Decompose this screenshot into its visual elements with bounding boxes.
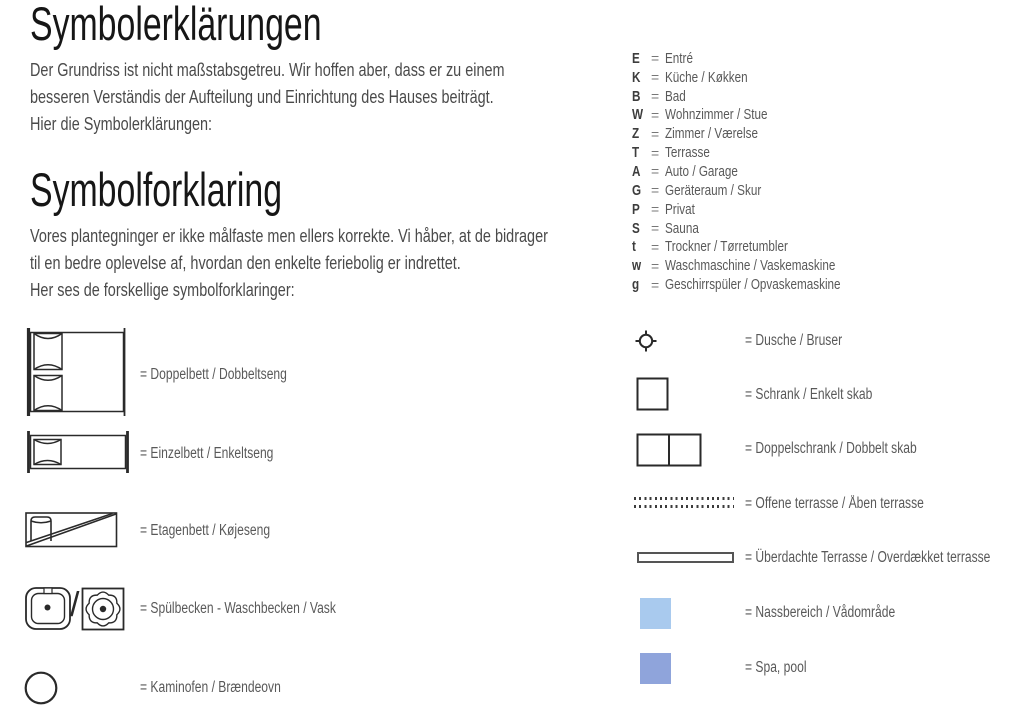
letter-value: Privat [665, 200, 695, 218]
equals-sign: = [651, 144, 660, 161]
letter-key: B [632, 87, 641, 105]
wood-stove-icon [24, 671, 58, 705]
letter-value: Trockner / Tørretumbler [665, 238, 788, 256]
double-closet-icon [636, 433, 702, 467]
letter-key: S [632, 219, 640, 237]
shower-icon [633, 328, 659, 354]
symbol-label: = Nassbereich / Vådområde [745, 604, 896, 621]
equals-sign: = [651, 201, 660, 218]
letter-value: Küche / Køkken [665, 68, 748, 86]
equals-sign: = [651, 220, 660, 237]
letter-value: Terrasse [665, 144, 710, 162]
equals-sign: = [651, 163, 660, 180]
equals-sign: = [651, 238, 660, 255]
single-bed-icon [25, 431, 131, 473]
letter-row [632, 49, 890, 68]
letter-key: W [632, 106, 644, 124]
intro-da: Vores plantegninger er ikke målfaste men ellers korrekte. Vi håber, at de bidrager til en bedre oplevelse af, hvordan den enkelte feriebolig er indrettet. Her ses de forskellige symbolforklaringer: [30, 225, 548, 300]
symbol-label: = Doppelbett / Dobbeltseng [140, 366, 287, 383]
letter-value: Auto / Garage [665, 162, 738, 180]
letter-row [632, 237, 890, 256]
letter-value: Waschmaschine / Vaskemaskine [665, 257, 836, 275]
letter-value: Zimmer / Værelse [665, 125, 758, 143]
letter-key: K [632, 68, 641, 86]
letter-key: A [632, 162, 641, 180]
symbol-label: = Einzelbett / Enkeltseng [140, 445, 274, 462]
symbol-label: = Kaminofen / Brændeovn [140, 679, 281, 696]
wet-area-swatch [640, 598, 671, 629]
equals-sign: = [651, 257, 660, 274]
letter-value: Bad [665, 87, 686, 105]
symbol-label: = Etagenbett / Køjeseng [140, 522, 271, 539]
letter-row [632, 162, 890, 181]
letter-row [632, 106, 890, 125]
letter-row [632, 87, 890, 106]
letter-key: t [632, 238, 636, 256]
page-title-de: Symbolerklärungen [30, 0, 322, 50]
letter-legend [632, 49, 890, 294]
symbol-label: = Schrank / Enkelt skab [745, 386, 873, 403]
letter-key: T [632, 144, 640, 162]
letter-key: G [632, 181, 642, 199]
symbol-label: = Spa, pool [745, 659, 807, 676]
kitchen-sink-icon [24, 584, 72, 632]
letter-value: Wohnzimmer / Stue [665, 106, 768, 124]
letter-value: Geschirrspüler / Opvaskemaskine [665, 276, 841, 294]
letter-row [632, 124, 890, 143]
letter-key: Z [632, 125, 640, 143]
slash-separator: / [70, 586, 80, 624]
symbol-label: = Überdachte Terrasse / Overdækket terrasse [745, 549, 991, 566]
symbol-label: = Dusche / Bruser [745, 332, 843, 349]
single-closet-icon [636, 377, 669, 411]
equals-sign: = [651, 125, 660, 142]
symbol-label: = Doppelschrank / Dobbelt skab [745, 440, 917, 457]
equals-sign: = [651, 88, 660, 105]
letter-key: P [632, 200, 640, 218]
letter-key: g [632, 276, 640, 294]
covered-terrace-icon [637, 552, 734, 563]
letter-value: Geräteraum / Skur [665, 181, 762, 199]
letter-row [632, 256, 890, 275]
letter-row [632, 219, 890, 238]
letter-value: Entré [665, 49, 693, 67]
equals-sign: = [651, 276, 660, 293]
washbasin-icon [81, 587, 125, 631]
letter-row [632, 275, 890, 294]
equals-sign: = [651, 182, 660, 199]
letter-key: w [632, 257, 642, 275]
equals-sign: = [651, 106, 660, 123]
letter-row [632, 143, 890, 162]
symbol-label: = Offene terrasse / Åben terrasse [745, 495, 924, 512]
symbol-label: = Spülbecken - Waschbecken / Vask [140, 600, 336, 617]
equals-sign: = [651, 69, 660, 86]
letter-row [632, 181, 890, 200]
page-title-da: Symbolforklaring [30, 163, 283, 216]
letter-value: Sauna [665, 219, 699, 237]
bunk-bed-icon [25, 512, 118, 548]
intro-de: Der Grundriss ist nicht maßstabsgetreu. Wir hoffen aber, dass er zu einem besseren Verständis der Aufteilung und Einrichtung des Hauses beiträgt. Hier die Symbolerklärungen: [30, 59, 505, 134]
equals-sign: = [651, 50, 660, 67]
letter-row [632, 68, 890, 87]
open-terrace-icon [634, 497, 734, 511]
letter-row [632, 200, 890, 219]
spa-pool-swatch [640, 653, 671, 684]
letter-key: E [632, 49, 640, 67]
double-bed-icon [25, 328, 128, 416]
